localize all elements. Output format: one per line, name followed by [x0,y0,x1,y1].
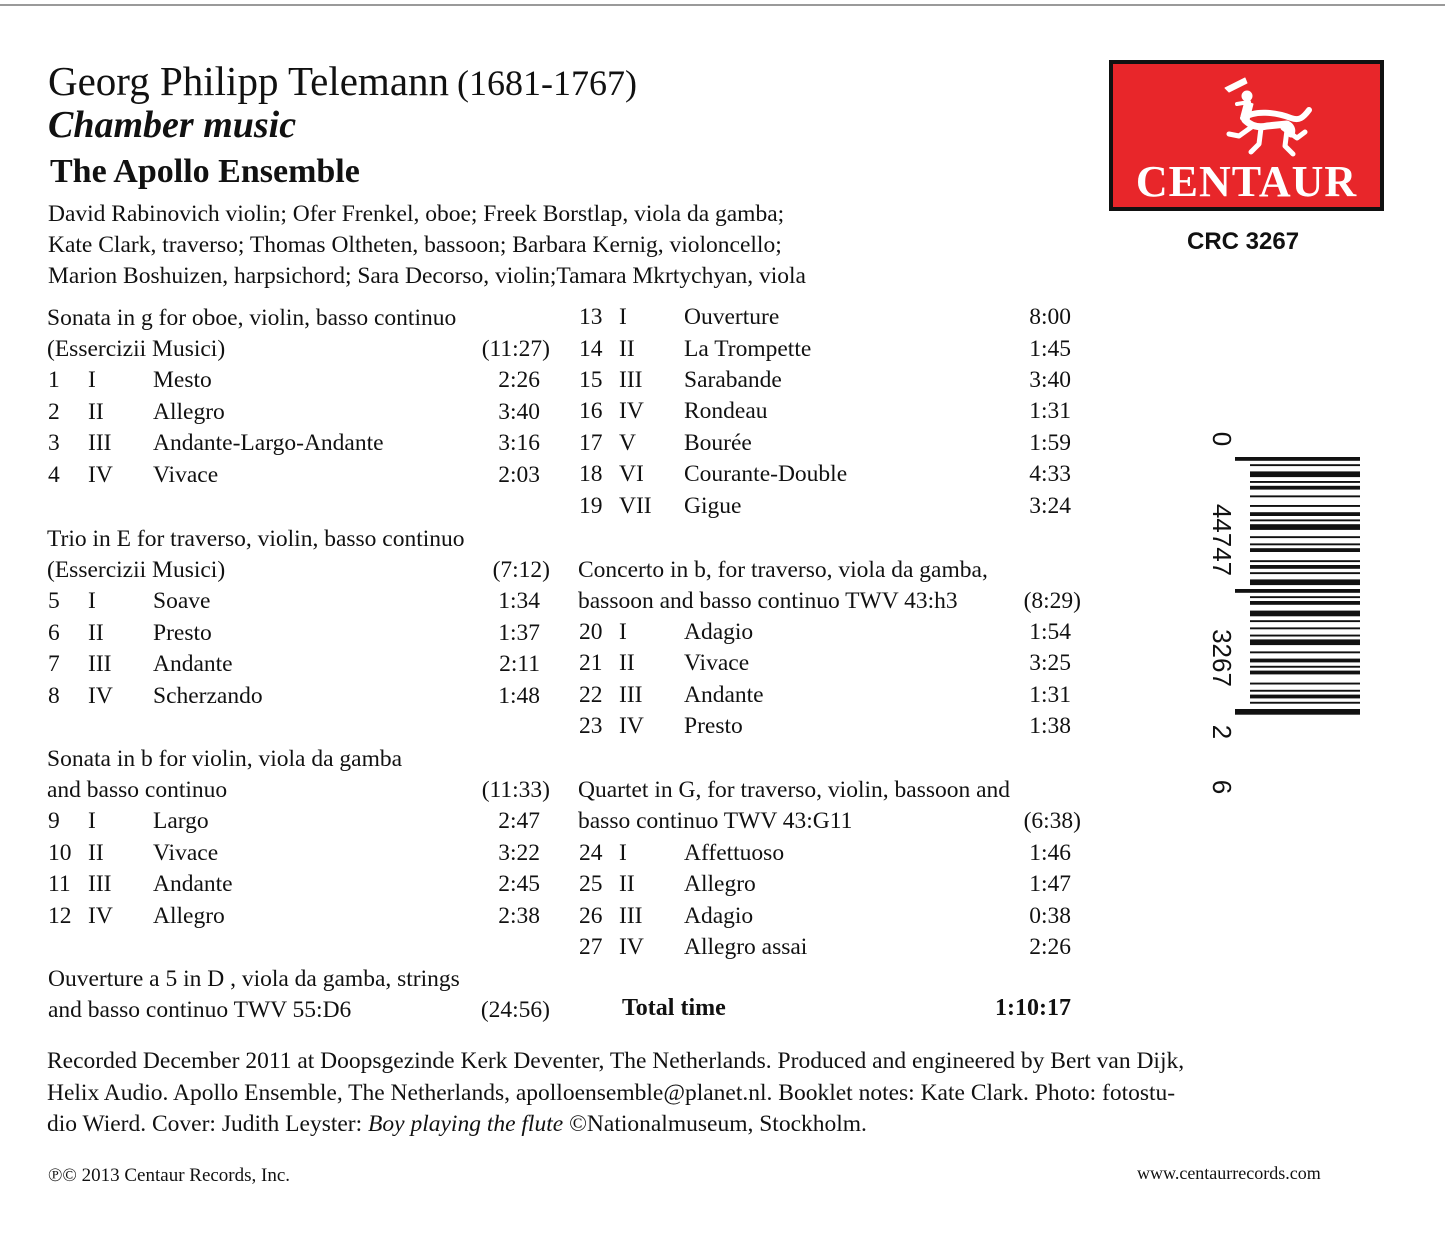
track-number: 9 [48,808,60,834]
barcode-bar [1250,524,1360,530]
top-border-rule [0,4,1445,6]
work-title: Sonata in b for violin, viola da gamba [47,746,403,772]
track-row [579,493,1071,524]
barcode-bar [1250,620,1360,622]
barcode-bar [1250,505,1360,507]
track-number: 21 [579,650,603,676]
barcode-bar [1235,457,1360,461]
work-duration: (24:56) [480,997,550,1023]
barcode-bar [1250,512,1360,516]
track-movement: IV [619,934,644,960]
track-duration: 3:16 [498,430,540,456]
barcode-bar [1250,695,1360,699]
track-row [579,304,1071,335]
track-duration: 3:40 [498,399,540,425]
track-duration: 2:38 [498,903,540,929]
track-row [579,336,1071,367]
work-duration: (7:12) [492,557,550,583]
work-title: basso continuo TWV 43:G11 [578,808,853,834]
track-row [48,367,540,398]
track-duration: 3:24 [1029,493,1071,519]
track-number: 14 [579,336,603,362]
centaur-figure-icon [1205,74,1315,159]
track-duration: 1:59 [1029,430,1071,456]
barcode-bar [1250,666,1360,668]
track-row [48,430,540,461]
track-title: Mesto [153,367,212,393]
track-row [48,620,540,651]
track-duration: 1:45 [1029,336,1071,362]
track-movement: II [619,871,635,897]
track-row [48,871,540,902]
track-movement: III [88,430,112,456]
track-row [579,903,1071,934]
track-movement: I [88,588,96,614]
track-number: 8 [48,683,60,709]
credits-line [47,1109,1347,1141]
work-title: Quartet in G, for traverso, violin, bassoon and [578,777,1011,803]
track-movement: III [88,871,112,897]
barcode-bar [1250,611,1360,617]
work-title: bassoon and basso continuo TWV 43:h3 [578,588,958,614]
track-duration: 0:38 [1029,903,1071,929]
website-link[interactable]: www.centaurrecords.com [1137,1163,1321,1183]
track-row [48,840,540,871]
track-movement: II [619,336,635,362]
track-movement: I [88,367,96,393]
track-number: 5 [48,588,60,614]
track-duration: 3:22 [498,840,540,866]
track-title: Presto [684,713,743,739]
barcode-bar [1250,671,1360,675]
work-title: and basso continuo [47,777,228,803]
centaur-wordmark: CENTAUR [1135,157,1358,206]
barcode-bar [1250,690,1360,692]
performers-line: Kate Clark, traverso; Thomas Oltheten, bassoon; Barbara Kernig, violoncello; [48,232,782,258]
track-movement: IV [88,683,113,709]
track-number: 7 [48,651,60,677]
track-number: 11 [48,871,71,897]
performers-line: Marion Boshuizen, harpsichord; Sara Decorso, violin;Tamara Mkrtychyan, viola [48,263,806,289]
performers-list [48,199,806,292]
total-time-value: 1:10:17 [995,995,1071,1021]
work-title: and basso continuo TWV 55:D6 [48,997,352,1023]
track-duration: 1:31 [1029,398,1071,424]
composer-line [48,58,637,106]
track-title: Allegro [684,871,756,897]
track-number: 22 [579,682,603,708]
total-time-label: Total time [622,995,726,1021]
track-title: Allegro assai [684,934,808,960]
track-movement: VII [619,493,652,519]
track-row [579,682,1071,713]
work-title: (Essercizii Musici) [47,557,226,583]
barcode-digit-last: 6 [1207,779,1237,795]
track-movement: IV [619,398,644,424]
track-number: 1 [48,367,60,393]
track-duration: 2:45 [498,871,540,897]
track-number: 16 [579,398,603,424]
track-duration: 1:47 [1029,871,1071,897]
track-row [579,619,1071,650]
track-number: 4 [48,462,60,488]
work-duration: (6:38) [1023,808,1081,834]
track-duration: 1:31 [1029,682,1071,708]
track-movement: VI [619,461,644,487]
work-duration: (11:33) [481,777,550,803]
barcode [1195,425,1365,800]
track-number: 10 [48,840,72,866]
barcode-bar [1250,560,1360,562]
track-duration: 1:34 [498,588,540,614]
barcode-bar [1250,548,1360,552]
barcode-bar [1250,495,1360,497]
track-number: 15 [579,367,603,393]
ensemble-name: The Apollo Ensemble [50,153,360,190]
work-duration: (11:27) [481,336,550,362]
barcode-bar [1250,601,1360,605]
track-duration: 2:03 [498,462,540,488]
track-movement: III [619,903,643,929]
track-movement: III [619,682,643,708]
track-row [48,903,540,934]
track-duration: 3:40 [1029,367,1071,393]
barcode-bar [1250,486,1360,490]
barcode-bar [1250,596,1360,598]
barcode-digit-first: 0 [1207,431,1237,447]
track-movement: IV [88,462,113,488]
track-title: Adagio [684,619,754,645]
track-number: 13 [579,304,603,330]
composer-name: Georg Philipp Telemann [48,58,450,104]
track-title: Sarabande [684,367,782,393]
credits-line: Recorded December 2011 at Doopsgezinde Kerk Deventer, The Netherlands. Produced and engineered by Bert van Dijk, [47,1048,1185,1074]
track-row [579,840,1071,871]
track-title: Presto [153,620,212,646]
barcode-bar [1250,659,1360,663]
track-duration: 3:25 [1029,650,1071,676]
track-duration: 2:26 [1029,934,1071,960]
barcode-bar [1250,683,1360,685]
track-title: Bourée [684,430,752,456]
work-title: Ouverture a 5 in D , viola da gamba, strings [48,966,460,992]
track-row [579,461,1071,492]
track-row [48,462,540,493]
credits-line: Helix Audio. Apollo Ensemble, The Netherlands, apolloensemble@planet.nl. Booklet notes: Kate Clark. Photo: fotostu- [47,1079,1176,1106]
track-title: Soave [153,588,211,614]
track-title: Scherzando [153,683,263,709]
barcode-bars [1235,457,1360,715]
recording-credits [47,1046,1347,1141]
composer-dates: (1681-1767) [457,63,637,103]
work-title: Sonata in g for oboe, violin, basso continuo [47,305,457,331]
track-duration: 1:54 [1029,619,1071,645]
barcode-bar [1250,651,1360,653]
track-movement: II [619,650,635,676]
track-duration: 2:11 [499,651,540,677]
track-row [48,651,540,682]
barcode-digit-group: 3267 [1207,629,1237,687]
track-number: 19 [579,493,603,519]
barcode-bar [1250,471,1360,477]
track-number: 17 [579,430,603,456]
track-title: Adagio [684,903,754,929]
track-duration: 1:46 [1029,840,1071,866]
work-title: Trio in E for traverso, violin, basso continuo [47,526,465,552]
work-title: (Essercizii Musici) [47,336,226,362]
track-title: Ouverture [684,304,780,330]
track-movement: V [619,430,636,456]
barcode-bar [1235,709,1360,715]
track-row [48,588,540,619]
track-title: Vivace [153,462,219,488]
track-duration: 8:00 [1029,304,1071,330]
track-title: Andante [153,871,233,897]
track-row [48,683,540,714]
track-movement: I [88,808,96,834]
track-movement: I [619,304,627,330]
barcode-bar [1250,543,1360,545]
barcode-bar [1250,481,1360,483]
track-row [579,398,1071,429]
track-title: Courante-Double [684,461,848,487]
track-movement: II [88,620,104,646]
work-title: Concerto in b, for traverso, viola da gamba, [578,557,988,583]
barcode-bar [1250,565,1360,569]
catalog-number: CRC 3267 [1187,228,1300,255]
barcode-bar [1250,627,1360,629]
barcode-digit-group: 2 [1207,724,1237,740]
track-movement: I [619,619,627,645]
barcode-bar [1250,579,1360,585]
track-row [579,430,1071,461]
track-number: 20 [579,619,603,645]
track-duration: 1:37 [498,620,540,646]
track-title: Rondeau [684,398,768,424]
track-movement: IV [88,903,113,929]
track-title: Vivace [684,650,750,676]
track-movement: II [88,399,104,425]
track-number: 23 [579,713,603,739]
track-duration: 4:33 [1029,461,1071,487]
track-number: 3 [48,430,60,456]
track-row [579,367,1071,398]
track-number: 25 [579,871,603,897]
track-number: 24 [579,840,603,866]
track-duration: 2:26 [498,367,540,393]
track-title: Vivace [153,840,219,866]
track-duration: 1:48 [498,683,540,709]
track-row [48,399,540,430]
barcode-bar [1250,702,1360,704]
performers-line: David Rabinovich violin; Ofer Frenkel, oboe; Freek Borstlap, viola da gamba; [48,201,785,227]
track-number: 2 [48,399,60,425]
centaur-logo [1109,60,1384,211]
track-number: 18 [579,461,603,487]
track-number: 12 [48,903,72,929]
copyright-notice: ℗© 2013 Centaur Records, Inc. [48,1165,291,1186]
track-movement: III [88,651,112,677]
track-row [579,713,1071,744]
barcode-bar [1250,464,1360,466]
track-number: 26 [579,903,603,929]
track-title: Andante [684,682,764,708]
track-duration: 1:38 [1029,713,1071,739]
track-duration: 2:47 [498,808,540,834]
track-movement: IV [619,713,644,739]
track-movement: III [619,367,643,393]
work-duration: (8:29) [1023,588,1081,614]
track-title: Allegro [153,903,225,929]
barcode-bar [1250,572,1360,574]
track-movement: I [619,840,627,866]
track-number: 27 [579,934,603,960]
track-number: 6 [48,620,60,646]
barcode-bar [1250,519,1360,521]
track-movement: II [88,840,104,866]
cover-title: Boy playing the flute [368,1111,564,1137]
barcode-bar [1235,589,1360,593]
album-subtitle: Chamber music [48,104,297,146]
track-row [579,871,1071,902]
track-title: Allegro [153,399,225,425]
track-title: Andante [153,651,233,677]
credits-text: ©Nationalmuseum, Stockholm. [563,1111,867,1137]
credits-text: dio Wierd. Cover: Judith Leyster: [47,1111,369,1137]
track-title: Largo [153,808,209,834]
barcode-bar [1250,635,1360,637]
track-row [48,808,540,839]
track-row [579,650,1071,681]
barcode-bar [1250,639,1360,645]
barcode-bar [1250,536,1360,538]
barcode-digit-group: 44747 [1207,503,1237,577]
track-title: Andante-Largo-Andante [153,430,384,456]
track-title: Gigue [684,493,742,519]
track-title: La Trompette [684,336,812,362]
track-title: Affettuoso [684,840,785,866]
track-row [579,934,1071,965]
